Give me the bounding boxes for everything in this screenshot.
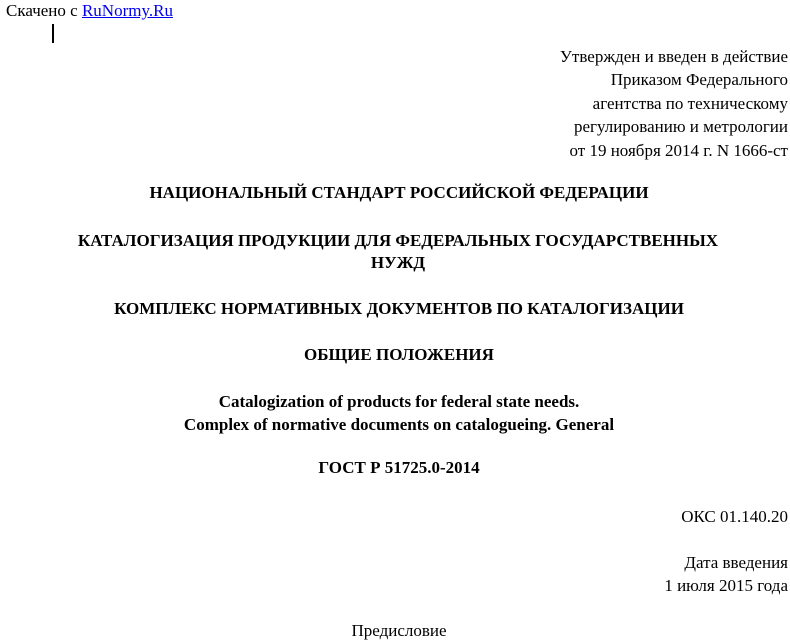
- english-title: [0, 390, 790, 436]
- preface-heading: Предисловие: [351, 621, 447, 640]
- english-title-line: Catalogization of products for federal state needs.: [218, 392, 580, 411]
- approval-block: [560, 45, 788, 162]
- source-line: [6, 1, 173, 21]
- complex-heading: КОМПЛЕКС НОРМАТИВНЫХ ДОКУМЕНТОВ ПО КАТАЛОГИЗАЦИИ: [114, 299, 684, 318]
- title-line: КАТАЛОГИЗАЦИЯ ПРОДУКЦИИ ДЛЯ ФЕДЕРАЛЬНЫХ ГОСУДАРСТВЕННЫХ: [77, 231, 719, 250]
- english-title-line: Complex of normative documents on catalogueing. General: [183, 415, 615, 434]
- standard-heading: НАЦИОНАЛЬНЫЙ СТАНДАРТ РОССИЙСКОЙ ФЕДЕРАЦИИ: [149, 183, 649, 202]
- approval-line: Утвержден и введен в действие: [559, 47, 788, 66]
- title-line: НУЖД: [370, 253, 426, 272]
- approval-line: Приказом Федерального: [610, 70, 788, 90]
- intro-date-label: Дата введения: [684, 553, 788, 572]
- document-title: [8, 230, 788, 274]
- source-prefix: Скачено с: [6, 1, 82, 20]
- intro-date-value: 1 июля 2015 года: [664, 576, 788, 595]
- approval-line: агентства по техническому: [592, 93, 788, 113]
- gost-number: ГОСТ Р 51725.0-2014: [318, 458, 480, 477]
- text-cursor: [52, 24, 54, 43]
- general-heading: ОБЩИЕ ПОЛОЖЕНИЯ: [304, 345, 494, 364]
- introduction-date: [664, 551, 788, 597]
- source-link[interactable]: RuNormy.Ru: [81, 1, 173, 20]
- approval-line: от 19 ноября 2014 г. N 1666-ст: [569, 140, 788, 160]
- oks-code: ОКС 01.140.20: [681, 507, 788, 526]
- approval-line: регулированию и метрологии: [573, 117, 788, 137]
